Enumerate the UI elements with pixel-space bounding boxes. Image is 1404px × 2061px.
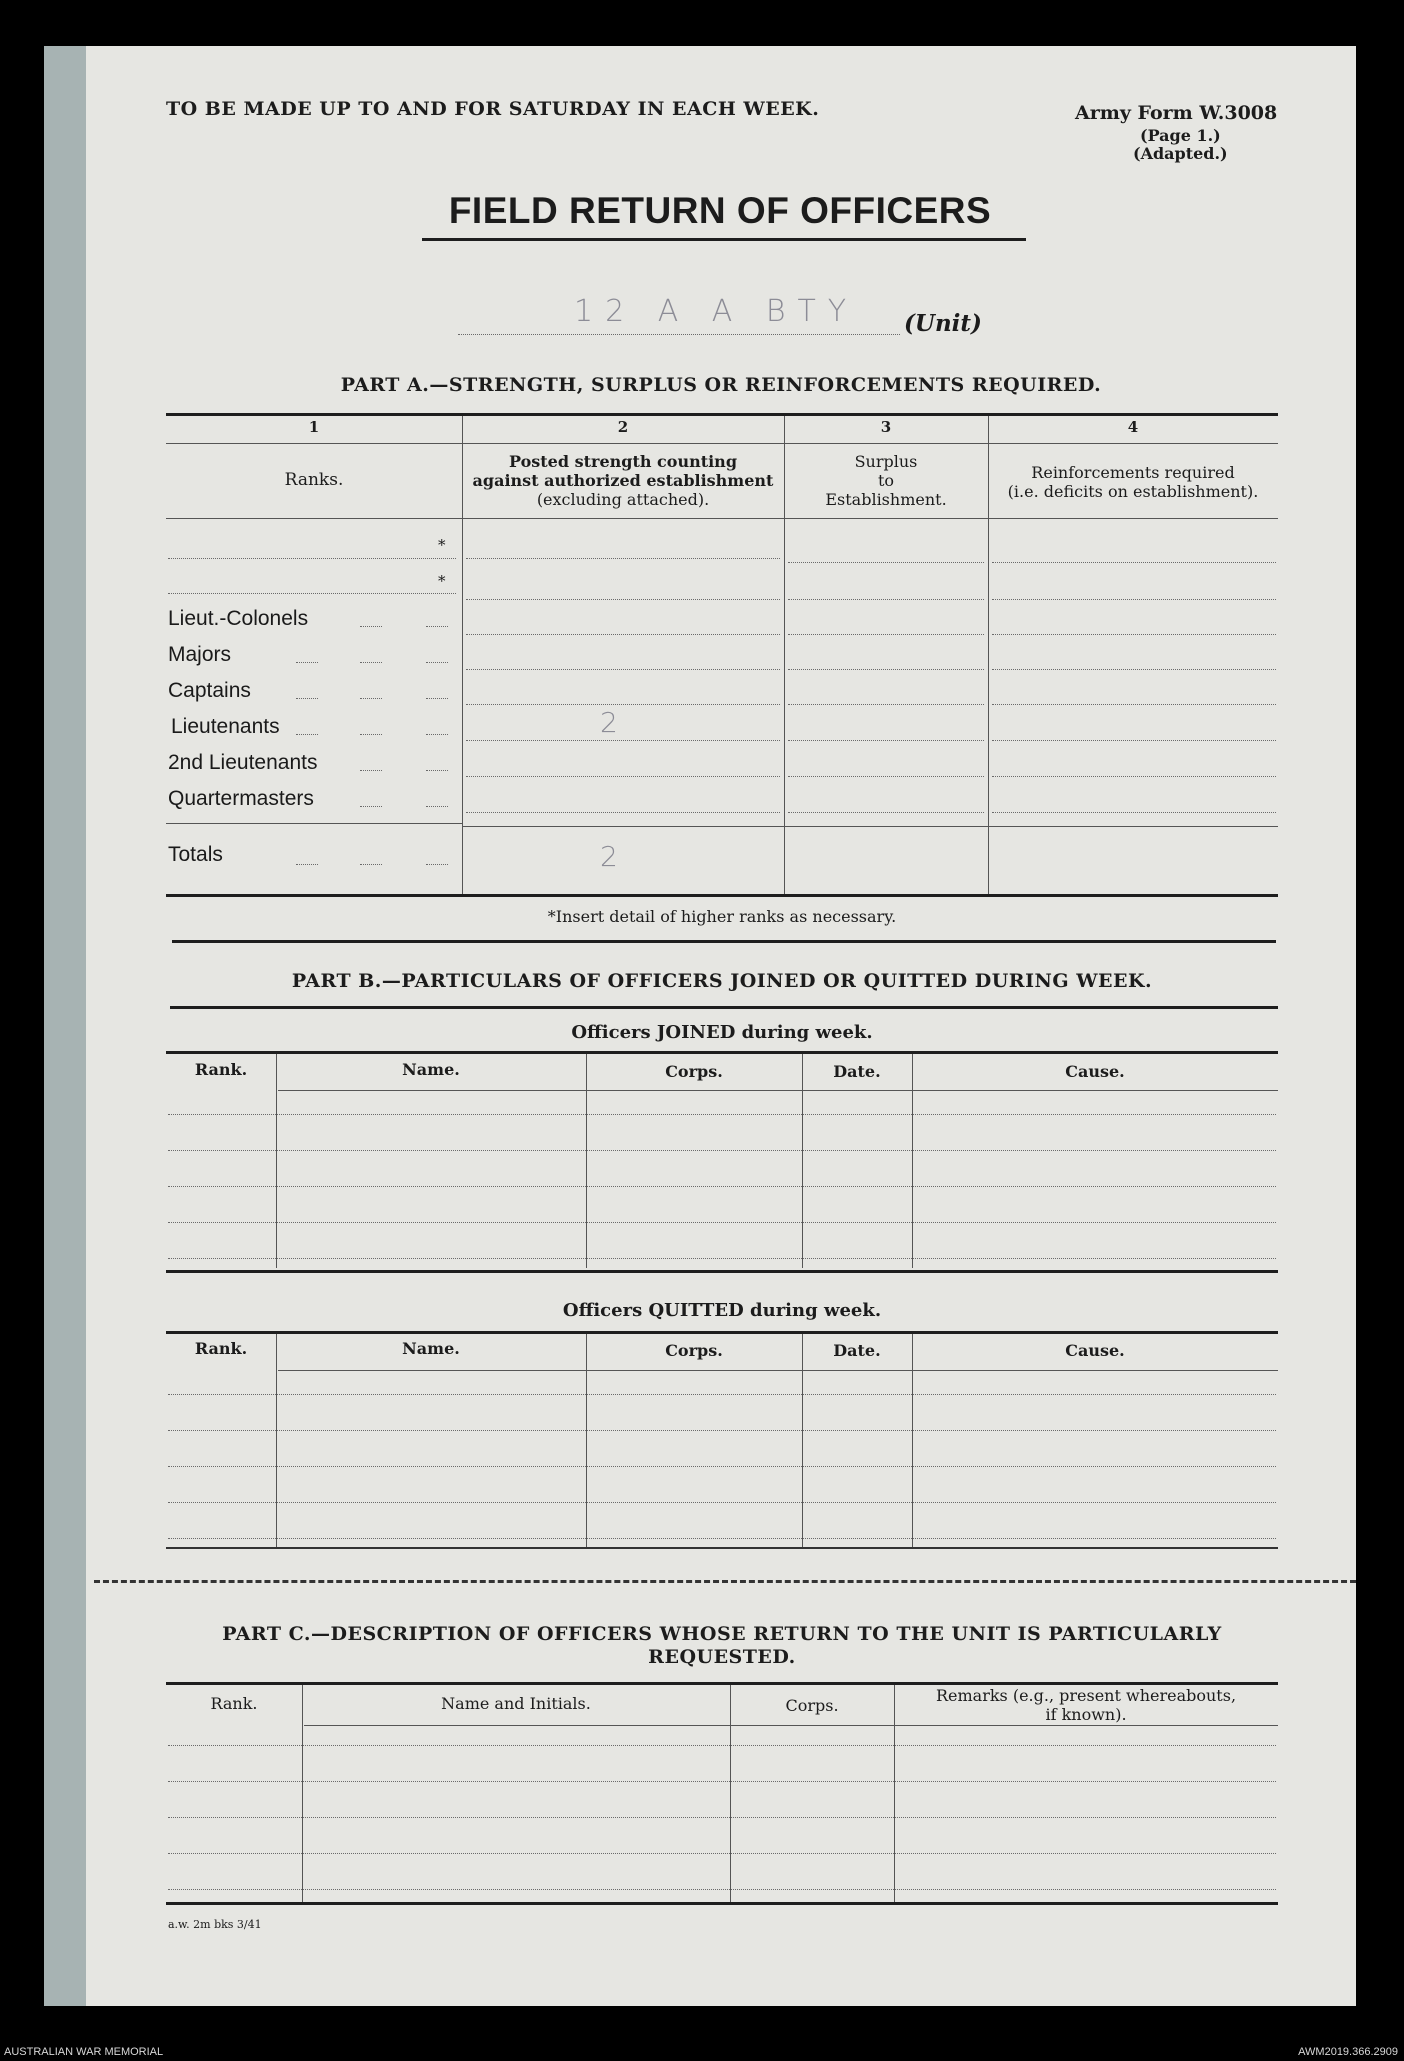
leader-1b <box>426 626 448 627</box>
adapted-label: (Adapted.) <box>1133 144 1228 163</box>
posted-strength-header <box>462 452 784 509</box>
joined-col-rank: Rank. <box>194 1060 248 1079</box>
part-c-div-2 <box>730 1685 731 1903</box>
quitted-row-3 <box>168 1466 1276 1467</box>
part-c-top-rule <box>166 1682 1278 1685</box>
col-num-2: 2 <box>617 418 629 436</box>
c4-line-5 <box>992 704 1276 705</box>
c2-line-8 <box>466 812 780 813</box>
col-num-3: 3 <box>880 418 892 436</box>
totals-rule-c1 <box>166 823 462 824</box>
star-mark-1: * <box>438 536 446 554</box>
part-c-header-rule <box>304 1725 1278 1726</box>
leader-t-c <box>426 864 448 865</box>
c2-line-6 <box>466 740 780 741</box>
posted-header-line-1: Posted strength counting <box>509 452 737 471</box>
joined-col-date: Date. <box>833 1062 881 1081</box>
totals-posted-value: 2 <box>600 840 618 873</box>
part-c-row-5 <box>168 1889 1276 1890</box>
c4-line-2 <box>992 599 1276 600</box>
perforation-line <box>94 1580 1356 1583</box>
reinforcements-header <box>988 463 1278 501</box>
lieutenants-posted-value: 2 <box>600 706 618 739</box>
c2-line-3 <box>466 634 780 635</box>
part-c-col-rank: Rank. <box>210 1694 258 1713</box>
archive-caption-right: AWM2019.366.2909 <box>1298 2046 1398 2058</box>
totals-label: Totals <box>168 843 223 866</box>
joined-header-rule <box>278 1090 1278 1091</box>
rank-2nd-lieutenants: 2nd Lieutenants <box>168 751 318 774</box>
part-c-row-4 <box>168 1853 1276 1854</box>
leader-2b <box>360 662 382 663</box>
rank-captains: Captains <box>168 679 251 702</box>
joined-bottom-rule <box>166 1270 1278 1273</box>
quitted-div-3 <box>802 1334 803 1548</box>
joined-div-2 <box>586 1054 587 1268</box>
c2-line-5 <box>466 704 780 705</box>
reinf-header-line-2: (i.e. deficits on establishment). <box>1007 482 1259 501</box>
star-mark-2: * <box>438 572 446 590</box>
c2-line-7 <box>466 776 780 777</box>
leader-t-b <box>360 864 382 865</box>
quitted-col-cause: Cause. <box>1065 1341 1125 1360</box>
joined-col-name: Name. <box>402 1060 460 1079</box>
leader-5b <box>426 770 448 771</box>
c3-line-2 <box>788 599 984 600</box>
c3-line-5 <box>788 704 984 705</box>
leader-4a <box>296 734 318 735</box>
part-c-title-line-2: REQUESTED. <box>648 1646 796 1668</box>
quitted-row-1 <box>168 1394 1276 1395</box>
surplus-header-line-2: to <box>877 471 895 490</box>
quitted-col-rank: Rank. <box>194 1339 248 1358</box>
leader-1a <box>360 626 382 627</box>
quitted-div-1 <box>276 1334 277 1548</box>
posted-header-line-3: (excluding attached). <box>536 490 710 509</box>
remarks-line-2: if known). <box>1045 1705 1127 1724</box>
quitted-header-rule <box>278 1370 1278 1371</box>
part-a-bottom-rule <box>166 894 1278 897</box>
joined-row-1 <box>168 1114 1276 1115</box>
quitted-row-2 <box>168 1430 1276 1431</box>
surplus-header-line-1: Surplus <box>854 452 918 471</box>
instruction-text: TO BE MADE UP TO AND FOR SATURDAY IN EACH WEEK. <box>166 98 820 120</box>
quitted-bottom-rule <box>166 1547 1278 1549</box>
quitted-col-date: Date. <box>833 1341 881 1360</box>
quitted-col-corps: Corps. <box>665 1341 723 1360</box>
c2-line-4 <box>466 669 780 670</box>
c4-line-4 <box>992 669 1276 670</box>
leader-3a <box>296 698 318 699</box>
unit-dotted-line <box>458 334 900 335</box>
unit-label: (Unit) <box>904 310 982 337</box>
leader-3c <box>426 698 448 699</box>
joined-title: Officers JOINED during week. <box>571 1022 873 1043</box>
quitted-top-rule <box>166 1331 1278 1334</box>
c4-line-3 <box>992 634 1276 635</box>
part-a-top-rule <box>166 413 1278 416</box>
leader-3b <box>360 698 382 699</box>
joined-top-rule <box>166 1051 1278 1054</box>
part-a-title: PART A.—STRENGTH, SURPLUS OR REINFORCEMENTS REQUIRED. <box>340 374 1102 396</box>
part-c-col-name: Name and Initials. <box>441 1694 591 1713</box>
quitted-row-5 <box>168 1538 1276 1539</box>
part-a-divider-3 <box>988 416 989 894</box>
part-a-footnote-rule <box>172 940 1276 943</box>
leader-t-a <box>296 864 318 865</box>
unit-handwritten: 12 A A BTY <box>574 294 859 329</box>
joined-row-3 <box>168 1186 1276 1187</box>
star-row-1-line <box>168 558 456 559</box>
form-number: Army Form W.3008 <box>1075 102 1278 124</box>
c3-line-1 <box>788 562 984 563</box>
part-c-bottom-rule <box>166 1902 1278 1905</box>
c4-line-8 <box>992 812 1276 813</box>
c3-line-8 <box>788 812 984 813</box>
reinf-header-line-1: Reinforcements required <box>1031 463 1235 482</box>
c2-line-1 <box>466 558 780 559</box>
surplus-header <box>784 452 988 509</box>
rank-lieut-colonels: Lieut.-Colonels <box>168 607 309 630</box>
ranks-header: Ranks. <box>284 470 344 490</box>
joined-div-4 <box>912 1054 913 1268</box>
page-number: (Page 1.) <box>1140 126 1221 145</box>
part-c-title-line-1: PART C.—DESCRIPTION OF OFFICERS WHOSE RETURN TO THE UNIT IS PARTICULARLY <box>222 1623 1222 1645</box>
quitted-col-name: Name. <box>402 1339 460 1358</box>
part-c-col-remarks <box>894 1686 1278 1724</box>
rank-quartermasters: Quartermasters <box>168 787 314 810</box>
rank-lieutenants: Lieutenants <box>171 715 280 738</box>
col-num-4: 4 <box>1127 418 1139 436</box>
part-c-col-corps: Corps. <box>785 1696 839 1715</box>
part-c-row-3 <box>168 1817 1276 1818</box>
col-num-1: 1 <box>308 418 320 436</box>
c4-line-6 <box>992 740 1276 741</box>
part-a-footnote: *Insert detail of higher ranks as necessary. <box>547 907 897 926</box>
leader-2a <box>296 662 318 663</box>
part-b-top-rule <box>170 1006 1278 1009</box>
c2-line-2 <box>466 599 780 600</box>
posted-header-line-2: against authorized establishment <box>472 471 774 490</box>
c3-line-7 <box>788 776 984 777</box>
totals-rule <box>462 826 1278 827</box>
quitted-div-2 <box>586 1334 587 1548</box>
remarks-line-1: Remarks (e.g., present whereabouts, <box>935 1686 1237 1705</box>
leader-5a <box>360 770 382 771</box>
c3-line-6 <box>788 740 984 741</box>
leader-6a <box>360 806 382 807</box>
header-bottom-rule <box>166 518 1278 519</box>
c4-line-7 <box>992 776 1276 777</box>
joined-col-corps: Corps. <box>665 1062 723 1081</box>
leader-4b <box>360 734 382 735</box>
part-a-divider-2 <box>784 416 785 894</box>
quitted-row-4 <box>168 1502 1276 1503</box>
c4-line-1 <box>992 562 1276 563</box>
part-a-divider-1 <box>462 416 463 894</box>
joined-row-2 <box>168 1150 1276 1151</box>
col-num-rule <box>166 443 1278 444</box>
archive-caption-left: AUSTRALIAN WAR MEMORIAL <box>4 2046 164 2058</box>
joined-row-5 <box>168 1258 1276 1259</box>
joined-div-3 <box>802 1054 803 1268</box>
part-c-row-1 <box>168 1745 1276 1746</box>
part-c-title <box>166 1623 1278 1669</box>
leader-6b <box>426 806 448 807</box>
c3-line-4 <box>788 669 984 670</box>
star-row-2-line <box>168 593 456 594</box>
part-b-title: PART B.—PARTICULARS OF OFFICERS JOINED OR QUITTED DURING WEEK. <box>291 970 1153 992</box>
leader-2c <box>426 662 448 663</box>
joined-col-cause: Cause. <box>1065 1062 1125 1081</box>
quitted-div-4 <box>912 1334 913 1548</box>
title-underline <box>422 238 1026 241</box>
rank-majors: Majors <box>168 643 232 666</box>
surplus-header-line-3: Establishment. <box>825 490 947 509</box>
leader-4c <box>426 734 448 735</box>
part-c-div-1 <box>302 1685 303 1903</box>
page-title: FIELD RETURN OF OFFICERS <box>448 190 992 231</box>
c3-line-3 <box>788 634 984 635</box>
part-c-row-2 <box>168 1781 1276 1782</box>
joined-row-4 <box>168 1222 1276 1223</box>
quitted-title: Officers QUITTED during week. <box>562 1300 882 1321</box>
print-code: a.w. 2m bks 3/41 <box>168 1918 262 1931</box>
joined-div-1 <box>276 1054 277 1268</box>
part-c-div-3 <box>894 1685 895 1903</box>
